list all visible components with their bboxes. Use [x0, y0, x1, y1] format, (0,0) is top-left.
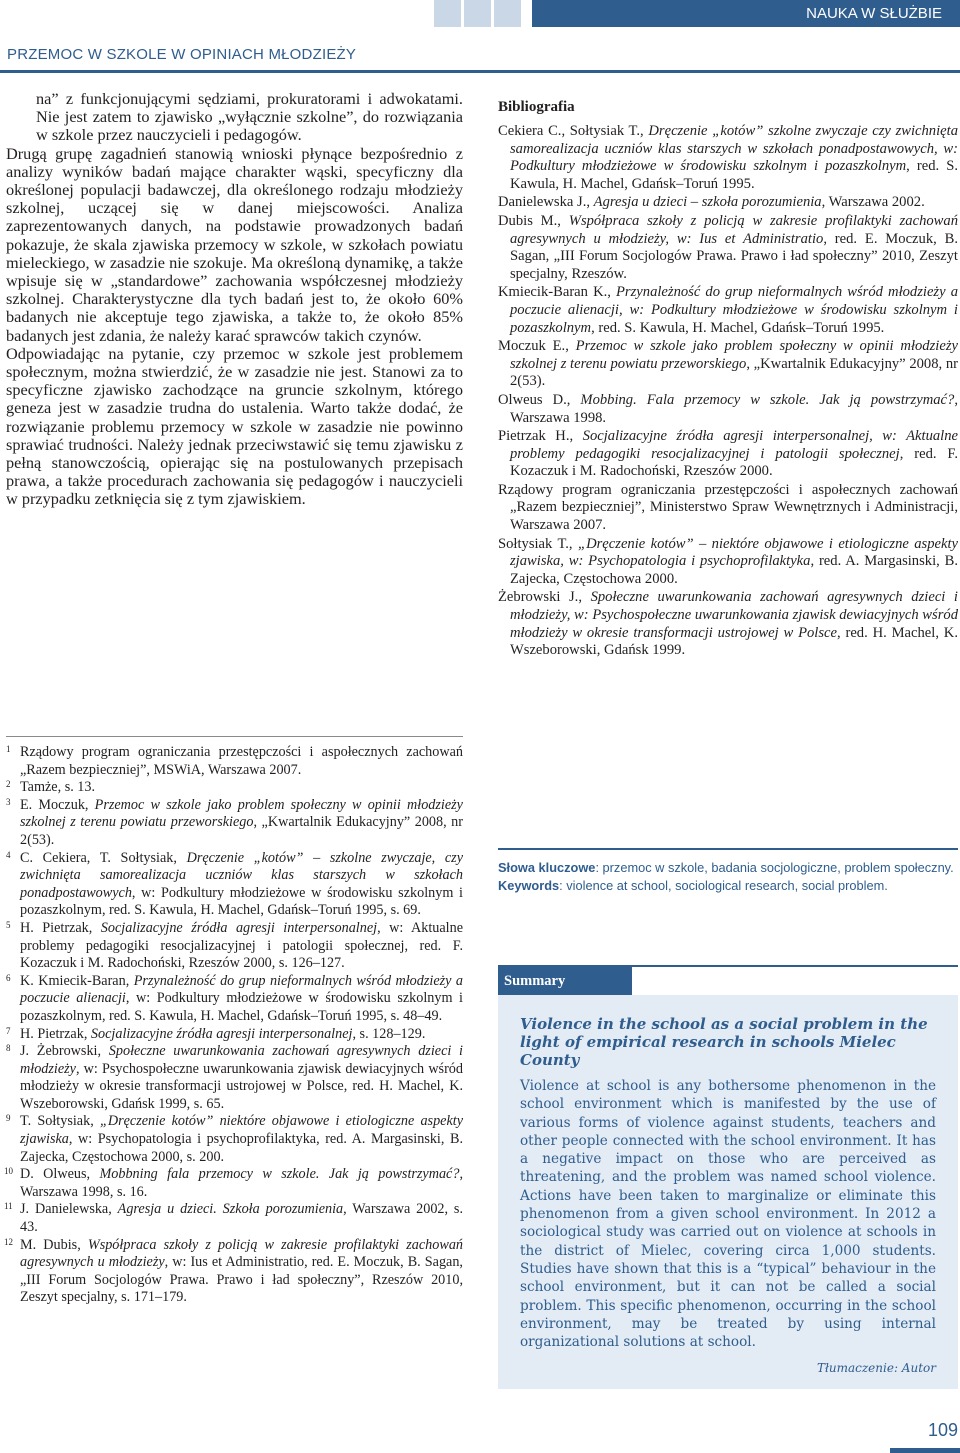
footnote-text: Agresja u dzieci. Szkoła porozumienia — [117, 1201, 344, 1218]
bibliography-text: , Warszawa 1998. — [510, 391, 958, 426]
footnote-text: , w: Podkultury młodzieżowe w środowisku szkolnym i pozaszkolnym, red. S. Kawula, H. Machel, Gdańsk–Toruń 1995, s. 69. — [20, 884, 463, 919]
footnote-text: Współpraca szkoły z policją w zakresie profilaktyki zachowań agresywnych u młodzieży — [20, 1236, 464, 1271]
bibliography-text: Pietrzak H., — [498, 428, 583, 445]
footnote-number: 5 — [6, 919, 11, 930]
summary-title: Violence in the school as a social problem in the light of empirical research in schools Mielec County — [520, 1015, 928, 1069]
bibliography-text: , „Kwartalnik Edukacyjny” 2008, nr 2(53). — [510, 355, 959, 390]
keywords-en-text: : violence at school, sociological research, social problem. — [559, 878, 888, 893]
footnote-number: 6 — [6, 972, 11, 983]
footnote-number: 12 — [4, 1236, 13, 1247]
bibliography-text: Przynależność do grup nieformalnych wśród młodzieży a poczucie alienacji, w: Podkultury młodzieżowe w środowisku szkolnym i pozaszkolnym — [510, 284, 958, 336]
body-paragraph: Odpowiadając na pytanie, czy przemoc w szkole jest problemem społecznym, można stwierdzić, że w zasadzie nie jest. Stanowi za to specyficzne zjawisko zachodzące na gruncie szkolnym, którego geneza jest w zasadzie trudna do ustalenia. Warto także dodać, że rozwiązanie problemu przemocy w szkole w zasadzie nie powinno sprawiać trudności. Należy jednak przeciwstawić się temu zjawisku z pełną stanowczością, opierając się na postulowanych przepisach prawa, a także procedurach zachowania się pedagogów i nauczycieli w przypadku zetknięcia się z tym zjawiskiem. — [6, 343, 463, 509]
footnote-text: K. Kmiecik-Baran, — [20, 972, 134, 989]
bibliography-text: Moczuk E., — [498, 338, 576, 355]
bibliography-entry — [498, 536, 958, 589]
bibliography-text: Sołtysiak T., — [498, 535, 578, 552]
footnote-text: Społeczne uwarunkowania zachowań agresywnych dzieci i młodzieży — [20, 1043, 463, 1077]
bibliography-text: Rządowy program ograniczania przestępczości i aspołecznych zachowań „Razem bezpieczniej”, Ministerstwo Spraw Wewnętrznych i Administracji, Warszawa 2007. — [498, 481, 958, 534]
bibliography-text: Dubis M., — [498, 212, 569, 229]
footnote-text: Rządowy program ograniczania przestępczości i aspołecznych zachowań „Razem bezpieczniej”, MSWiA, Warszawa 2007. — [20, 744, 463, 778]
bibliography-text: , red. S. Kawula, H. Machel, Gdańsk–Toruń 1995. — [591, 319, 885, 336]
footnote — [6, 779, 463, 797]
bibliography-text: Mobbing. Fala przemocy w szkole. Jak ją powstrzymać? — [580, 391, 955, 408]
footnotes — [6, 744, 463, 1307]
footnote-text: Socjalizacyjne źródła agresji interpersonalnej — [90, 1025, 353, 1042]
footnote-text: , „Kwartalnik Edukacyjny” 2008, nr 2(53). — [20, 814, 463, 848]
footnote — [6, 973, 463, 1026]
main-text — [6, 90, 463, 509]
footnote-number: 3 — [6, 796, 11, 807]
footnote — [6, 1166, 463, 1201]
footnote-text: Przemoc w szkole jako problem społeczny w opinii młodzieży szkolnej z terenu powiatu przeworskiego — [20, 796, 463, 831]
bibliography — [498, 98, 958, 661]
footnote-text: , w: Podkultury młodzieżowe w środowisku szkolnym i pozaszkolnym, red. S. Kawula, H. Machel, Gdańsk–Toruń 1995, s. 48–49. — [20, 990, 463, 1024]
bibliography-entry — [498, 589, 958, 659]
footnote-text: T. Sołtysiak, — [20, 1113, 100, 1130]
decor-square — [434, 0, 461, 27]
footnote — [6, 797, 463, 850]
bibliography-entry — [498, 392, 958, 427]
section-title: PRZEMOC W SZKOLE W OPINIACH MŁODZIEŻY — [7, 46, 357, 63]
footnote-number: 9 — [6, 1113, 11, 1124]
footnote — [6, 1201, 463, 1236]
keywords-rule — [498, 848, 958, 850]
footnote-number: 10 — [4, 1166, 13, 1177]
footnote-text: , w: Aktualne problemy pedagogiki resocjalizacyjnej i patologii społecznej, red. F. Kozaczuk i M. Radochoński, Rzeszów 2000, s. 126–127. — [20, 919, 463, 972]
footnote-text: M. Dubis, — [20, 1236, 88, 1253]
bibliography-text: , red. A. Margasinski, B. Zajecka, Częstochowa 2000. — [510, 553, 958, 587]
summary-box — [498, 995, 958, 1389]
footnote-text: Mobbning fala przemocy w szkole. Jak ją powstrzymać? — [99, 1166, 460, 1183]
bibliography-text: Współpraca szkoły z policją w zakresie profilaktyki zachowań agresywnych u młodzieży, w: Ius et Administratio — [510, 212, 959, 247]
decor-square — [494, 0, 521, 27]
bibliography-text: , red. H. Machel, K. Wszeborowski, Gdańsk 1999. — [510, 624, 958, 659]
footnote-text: Tamże, s. 13. — [20, 779, 96, 796]
footnote-number: 7 — [6, 1025, 11, 1036]
keywords-pl — [498, 860, 956, 876]
footnote-text: D. Olweus, — [20, 1166, 100, 1183]
bibliography-entry — [498, 338, 958, 391]
footnote-text: H. Pietrzak, — [20, 1025, 91, 1042]
footnote-text: „Dręczenie kotów” niektóre objawowe i etiologiczne aspekty zjawiska — [20, 1113, 463, 1148]
bibliography-entry — [498, 213, 958, 283]
bibliography-entry — [498, 482, 958, 535]
footnote — [6, 920, 463, 973]
bibliography-text: , red. E. Moczuk, B. Sagan, „III Forum Socjologów Prawa. Prawo i ład społeczny” 2010, Zeszyt specjalny, Rzeszów. — [510, 230, 958, 282]
footnote — [6, 744, 463, 779]
bibliography-text: Przemoc w szkole jako problem społeczny w opinii młodzieży szkolnej z terenu powiatu przeworskiego — [510, 338, 958, 372]
journal-banner: NAUKA W SŁUŻBIE — [532, 0, 960, 27]
footnote-text: E. Moczuk, — [20, 796, 95, 813]
bibliography-text: Cekiera C., Sołtysiak T., — [498, 123, 649, 139]
bibliography-text: Agresja u dzieci – szkoła porozumienia — [593, 194, 822, 211]
footnote-text: , Warszawa 2002, s. 43. — [20, 1201, 464, 1236]
footnote — [6, 1237, 463, 1307]
footnote-number: 4 — [6, 849, 11, 860]
page-number: 109 — [927, 1420, 958, 1440]
section-rule — [0, 70, 960, 73]
body-paragraph: na” z funkcjonującymi sędziami, prokuratorami i adwokatami. Nie jest zatem to zjawisko „wyłącznie szkolne”, do rozwiązania w szkole przez nauczycieli i pedagogów. — [36, 89, 463, 145]
keywords — [498, 860, 956, 896]
keywords-en-label: Keywords — [498, 878, 560, 893]
bibliography-text: Kmiecik-Baran K., — [498, 284, 617, 301]
footnote-text: , w: Psychopatologia i psychoprofilaktyka, red. A. Margasinski, B. Zajecka, Częstochowa 2000, s. 200. — [20, 1131, 463, 1165]
footnote-text: J. Żebrowski, — [20, 1043, 109, 1060]
footnote-text: , w: Ius et Administratio, red. E. Moczuk, B. Sagan, „III Forum Socjologów Prawa. Prawo i ład społeczny”, Rzeszów 2010, Zeszyt specjalny, s. 171–179. — [20, 1254, 463, 1306]
decor-square — [464, 0, 491, 27]
body-paragraph: Drugą grupę zagadnień stanowią wnioski płynące bezpośrednio z analizy wyników badań mające charakter wąski, specyficzny dla określonej populacji badawczej, dla określonego rodzaju młodzieży szkolnej, uczącej się w danej miejscowości. Analiza zaprezentowanych danych, na podstawie prowadzonych badań pokazuje, że skala zjawiska przemocy w szkole, w szkołach powiatu mieleckiego, w zasadzie nie szokuje. Ma określoną dynamikę, a także wpisuje się w „standardowe” zachowania współczesnej młodzieży szkolnej. Charakterystyczne dla tych badań jest to, że około 60% badanych nie akceptuje tego zjawiska, a także to, że około 85% badanych jest zdania, że należy karać sprawców takich czynów. — [6, 143, 463, 345]
bibliography-title: Bibliografia — [498, 99, 575, 115]
summary-body: Violence at school is any bothersome phenomenon in the school environment which is manifested by the use of various forms of violence against students, teachers and other people connected with the school environment. It has a negative impact on those who are perceived as threatening, and the problem was named school violence. Actions have been taken to marginalize or eliminate this phenomenon from a given school environment. In 2012 a sociological study was carried out on violence at schools in the district of Mielec, covering circa 1,000 students. Studies have shown that this is a “typical” behaviour in the school environment, but it can not be called a social problem. This specific phenomenon, occurring in the school environment, may be treated by using internal organizational solutions at school. — [520, 1078, 936, 1351]
bibliography-text: Olweus D., — [498, 391, 581, 408]
footnote-text: J. Danielewska, — [20, 1201, 118, 1218]
footnote-number: 1 — [6, 744, 11, 754]
summary-tab: Summary — [498, 967, 632, 995]
bibliography-text: , red. F. Kozaczuk i M. Radochoński, Rzeszów 2000. — [510, 445, 959, 480]
footnote-text: , s. 128–129. — [352, 1025, 426, 1042]
bibliography-entry — [498, 123, 958, 193]
footnote-text: , w: Psychospołeczne uwarunkowania zjawisk dewiacyjnych wśród młodzieży w okresie transformacji ustrojowej w Polsce, red. H. Machel, K. Wszeborowski, Gdańsk 1999, s. 65. — [20, 1060, 463, 1112]
footnote — [6, 850, 463, 920]
footnote — [6, 1113, 463, 1166]
bibliography-text: Danielewska J., — [498, 194, 594, 211]
bibliography-text: Społeczne uwarunkowania zachowań agresywnych dzieci i młodzieży, w: Psychospołeczne uwarunkowania zjawisk dewiacyjnych wśród młodzieży w okresie transformacji ustrojowej w Polsce — [510, 589, 958, 641]
summary-translator: Tłumaczenie: Autor — [816, 1361, 936, 1376]
footnote-number: 2 — [6, 779, 11, 790]
bibliography-entry — [498, 194, 958, 212]
bibliography-entry — [498, 284, 958, 337]
keywords-en — [498, 878, 956, 894]
header-decoration — [434, 0, 521, 27]
bibliography-text: , Warszawa 2002. — [821, 194, 925, 211]
page-corner-bar — [890, 1448, 960, 1453]
footnote-text: , Warszawa 1998, s. 16. — [20, 1166, 463, 1200]
bibliography-text: Żebrowski J., — [498, 589, 591, 606]
footnote-number: 8 — [6, 1043, 11, 1054]
bibliography-text: Dręczenie „kotów” szkolne zwyczaje czy zwichnięta samorealizacja uczniów klas starszych w szkołach ponadpostawowych, w: Podkultury młodzieżowe w środowisku szkolnym i pozaszkolnym — [510, 123, 958, 175]
footnote — [6, 1043, 463, 1113]
bibliography-text: , red. S. Kawula, H. Machel, Gdańsk–Toruń 1995. — [510, 158, 958, 192]
keywords-pl-text: : przemoc w szkole, badania socjologiczne, problem społeczny. — [595, 860, 954, 875]
footnote-text: Przynależność do grup nieformalnych wśród młodzieży a poczucie alienacji — [20, 972, 463, 1007]
footnote — [6, 1026, 463, 1044]
bibliography-text: „Dręczenie kotów” – niektóre objawowe i etiologiczne aspekty zjawiska, w: Psychopatologia i psychoprofilaktyka — [510, 535, 958, 570]
footnote-text: H. Pietrzak, — [20, 919, 101, 936]
bibliography-list — [498, 123, 958, 660]
bibliography-text: Socjalizacyjne źródła agresji interpersonalnej, w: Aktualne problemy pedagogiki resocjalizacyjnej i patologii społecznej — [510, 428, 959, 462]
footnote-text: Socjalizacyjne źródła agresji interpersonalnej — [100, 919, 378, 936]
bibliography-entry — [498, 428, 958, 481]
footnote-rule — [6, 736, 463, 737]
footnote-text: Dręczenie „kotów” – szkolne zwyczaje, czy zwichnięta samorealizacja uczniów klas starszych w szkołach ponadpostawowych — [20, 849, 464, 901]
footnote-text: C. Cekiera, T. Sołtysiak, — [20, 849, 187, 866]
footnote-number: 11 — [4, 1201, 13, 1212]
keywords-pl-label: Słowa kluczowe — [498, 860, 596, 875]
